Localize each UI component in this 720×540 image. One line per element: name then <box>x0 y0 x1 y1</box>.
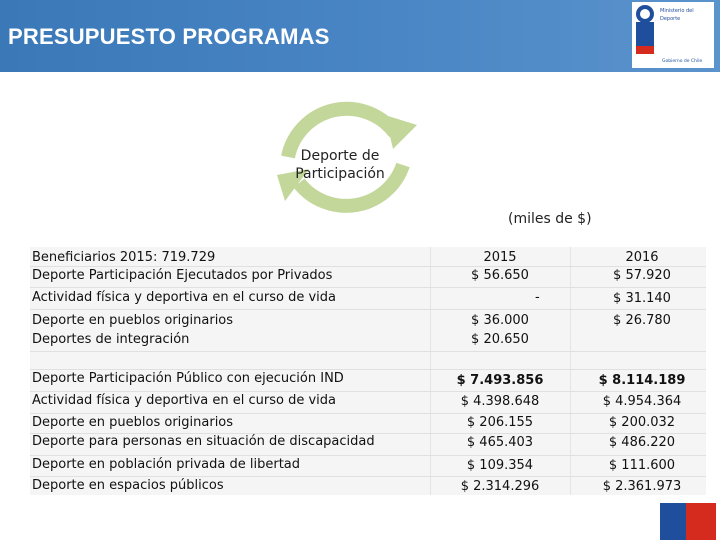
header-bar <box>0 0 720 72</box>
row-divider <box>30 369 706 370</box>
page-title: PRESUPUESTO PROGRAMAS <box>8 24 330 49</box>
diagram-label-line2: Participación <box>295 166 385 182</box>
row-divider <box>30 309 706 310</box>
table-row-label: Deporte en población privada de libertad <box>32 457 301 472</box>
value-2016: $ 57.920 <box>613 268 671 283</box>
table-row-label: Actividad física y deportiva en el curso de vida <box>32 290 336 305</box>
logo-text-line1: Ministerio del <box>660 8 694 14</box>
column-divider <box>430 247 431 495</box>
table-row-label: Deporte en pueblos originarios <box>32 313 234 328</box>
value-2015: $ 56.650 <box>471 268 529 283</box>
value-2015: $ 7.493.856 <box>456 373 544 388</box>
year-header-2016: 2016 <box>625 250 659 265</box>
year-header-2015: 2015 <box>483 250 517 265</box>
row-divider <box>30 413 706 414</box>
value-2016: $ 26.780 <box>613 313 671 328</box>
table-row-label: Deporte en pueblos originarios <box>32 415 234 430</box>
table-row-label: Deporte Participación Ejecutados por Privados <box>32 268 333 283</box>
logo-text-line2: Deporte <box>660 16 681 22</box>
value-2015: $ 36.000 <box>471 313 529 328</box>
row-divider <box>30 266 706 267</box>
value-2015: $ 465.403 <box>466 435 534 450</box>
chile-flag-bar-icon <box>660 503 716 540</box>
value-2015: $ 206.155 <box>466 415 534 430</box>
row-divider <box>30 391 706 392</box>
units-label: (miles de $) <box>508 211 592 227</box>
value-2015: $ 4.398.648 <box>460 394 540 409</box>
value-2016: $ 8.114.189 <box>598 373 686 388</box>
value-2016: $ 31.140 <box>613 291 671 306</box>
value-2016: $ 2.361.973 <box>602 479 682 494</box>
table-row-label: Deportes de integración <box>32 332 190 347</box>
row-divider <box>30 287 706 288</box>
value-2016: $ 111.600 <box>608 458 676 473</box>
table-row-label: Deporte en espacios públicos <box>32 478 224 493</box>
budget-table <box>30 247 706 495</box>
table-row-label: Beneficiarios 2015: 719.729 <box>32 250 216 265</box>
value-2015: $ 20.650 <box>471 332 529 347</box>
table-row-label: Deporte para personas en situación de discapacidad <box>32 434 375 449</box>
value-2016: $ 486.220 <box>608 435 676 450</box>
column-divider <box>570 247 571 495</box>
value-2015: $ 109.354 <box>466 458 534 473</box>
value-2015: $ 2.314.296 <box>460 479 540 494</box>
table-row-label: Actividad física y deportiva en el curso de vida <box>32 393 336 408</box>
row-divider <box>30 476 706 477</box>
table-row-label: Deporte Participación Público con ejecución IND <box>32 371 344 386</box>
row-divider <box>30 351 706 352</box>
value-2016: $ 4.954.364 <box>602 394 682 409</box>
ministry-logo <box>632 2 714 68</box>
value-2015-empty: - <box>535 290 540 305</box>
diagram-label <box>280 147 400 183</box>
logo-text-footer: Gobierno de Chile <box>662 59 703 64</box>
value-2016: $ 200.032 <box>608 415 676 430</box>
row-divider <box>30 455 706 456</box>
diagram-label-line1: Deporte de <box>300 148 380 164</box>
